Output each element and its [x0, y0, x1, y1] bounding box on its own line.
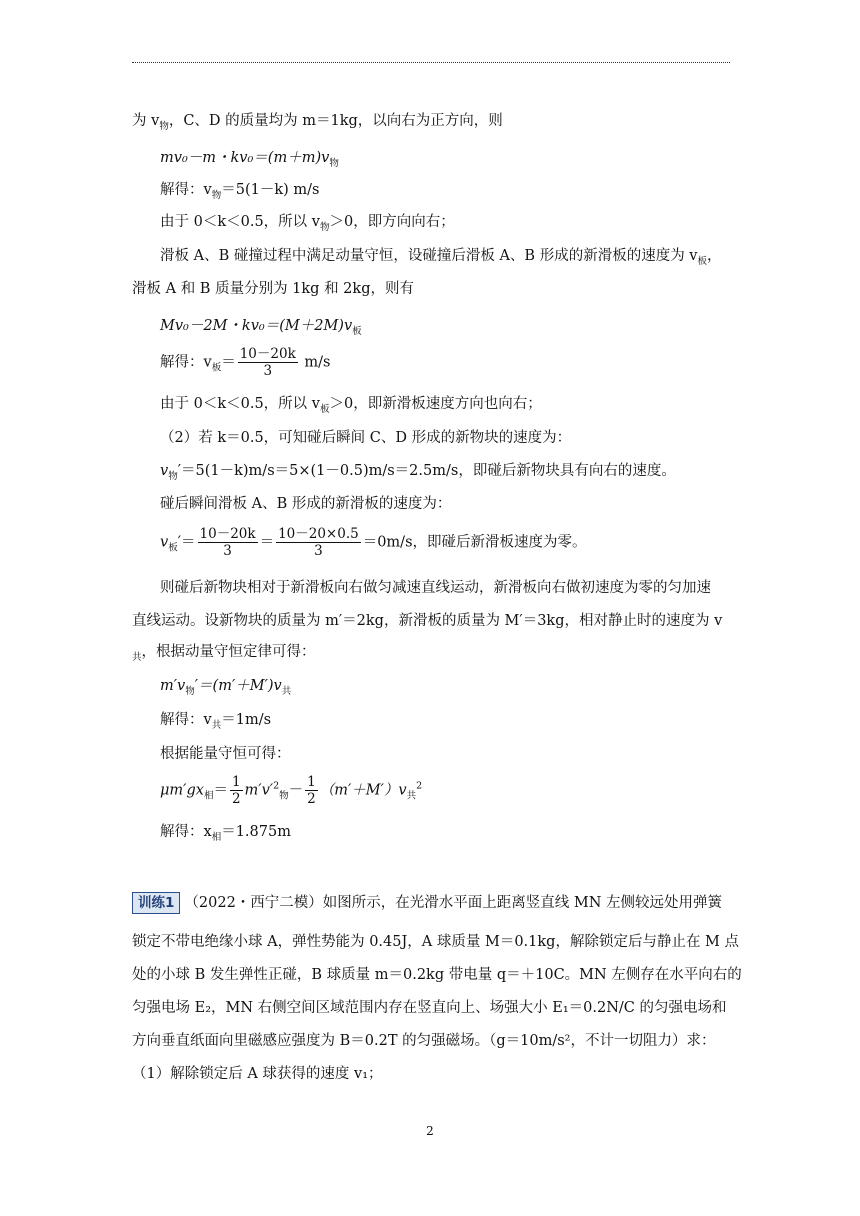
fraction: $\frac{10-20\times 0.5}{3}$: [278, 526, 359, 559]
text-line: 滑板 A、B 碰撞过程中满足动量守恒，设碰撞后滑板 A、B 形成的新滑板的速度为 $v_板$，: [160, 248, 722, 267]
text-line: 由于 0＜k＜0.5，所以 $v_物>0$，即方向向右；: [160, 214, 455, 233]
equation: mv₀－m・$kv_0=(m+m)v_物$: [160, 150, 339, 169]
header-rule: [132, 62, 730, 63]
equation: $\mu m'gx_相=$ $\frac{1}{2}$ $m'v'^2_物-$ $\frac{1}{2}$ $(m'+M')v_共^2$: [160, 774, 423, 807]
text-line: $_共$，根据动量守恒定律可得：: [132, 644, 316, 663]
solution-line: 解得：$v_共=1m/s$: [160, 712, 272, 731]
exercise-line: 方向垂直纸面向里磁感应强度为 B＝0.2T 的匀强磁场。（g＝10m/s²，不计一切阻力）求：: [132, 1033, 716, 1049]
text-line: 为 $v_物$，C、D 的质量均为 m＝1kg，以向右为正方向，则: [132, 113, 503, 132]
solution-line: 解得：$v_板=$ $\frac{10-20k}{3}$ m/s: [160, 346, 331, 379]
exercise-line: 处的小球 B 发生弹性正碰，B 球质量 m＝0.2kg 带电量 q＝＋10C。MN 左侧存在水平向右的: [132, 967, 742, 983]
text-line: 滑板 A 和 B 质量分别为 1kg 和 2kg，则有: [132, 281, 414, 297]
exercise-line: 匀强电场 E₂，MN 右侧空间区域范围内存在竖直向上、场强大小 E₁＝0.2N/C 的匀强电场和: [132, 1000, 727, 1016]
page-number: 2: [426, 1124, 434, 1138]
solution-line: 解得：$x_相=1.875m$: [160, 824, 291, 843]
question-line: （2）若 k＝0.5，可知碰后瞬间 C、D 形成的新物块的速度为：: [160, 430, 572, 446]
fraction: $\frac{10-20k}{3}$: [199, 526, 256, 559]
text-line: 碰后瞬间滑板 A、B 形成的新滑板的速度为：: [160, 496, 452, 512]
text-line: 根据能量守恒可得：: [160, 746, 291, 762]
fraction: $\frac{10-20k}{3}$: [239, 346, 296, 379]
exercise-line: （1）解除锁定后 A 球获得的速度 v₁；: [132, 1066, 383, 1082]
text-line: 由于 0＜k＜0.5，所以 $v_板>0$，即新滑板速度方向也向右；: [160, 396, 542, 415]
exercise-line: 训练1 （2022・西宁二模）如图所示，在光滑水平面上距离竖直线 MN 左侧较远处用弹簧: [132, 892, 722, 914]
exercise-badge: 训练1: [132, 892, 180, 914]
fraction: $\frac{1}{2}$: [307, 774, 316, 807]
equation: $v_物'=5(1-k)m/s=5\times(1-0.5)m/s=2.5m/s$，即碰后新物块具有向右的速度。: [160, 463, 676, 482]
equation: $m'v_物'=(m'+M')v_共$: [160, 678, 292, 697]
equation: $v_板'=$ $\frac{10-20k}{3}$ ＝ $\frac{10-20\times 0.5}{3}$ ＝0m/s，即碰后新滑板速度为零。: [160, 526, 587, 559]
text-line: 则碰后新物块相对于新滑板向右做匀减速直线运动，新滑板向右做初速度为零的匀加速: [160, 580, 711, 596]
equation: Mv₀－2M・$kv_0=(M+2M)v_板$: [160, 318, 362, 337]
fraction: $\frac{1}{2}$: [231, 774, 241, 807]
exercise-line: 锁定不带电绝缘小球 A，弹性势能为 0.45J，A 球质量 M＝0.1kg，解除锁定后与静止在 M 点: [132, 934, 740, 950]
text-line: 直线运动。设新物块的质量为 m′＝2kg，新滑板的质量为 M′＝3kg，相对静止时的速度为 v: [132, 613, 723, 629]
solution-line: 解得：$v_物=5(1-k)$ m/s: [160, 182, 320, 201]
